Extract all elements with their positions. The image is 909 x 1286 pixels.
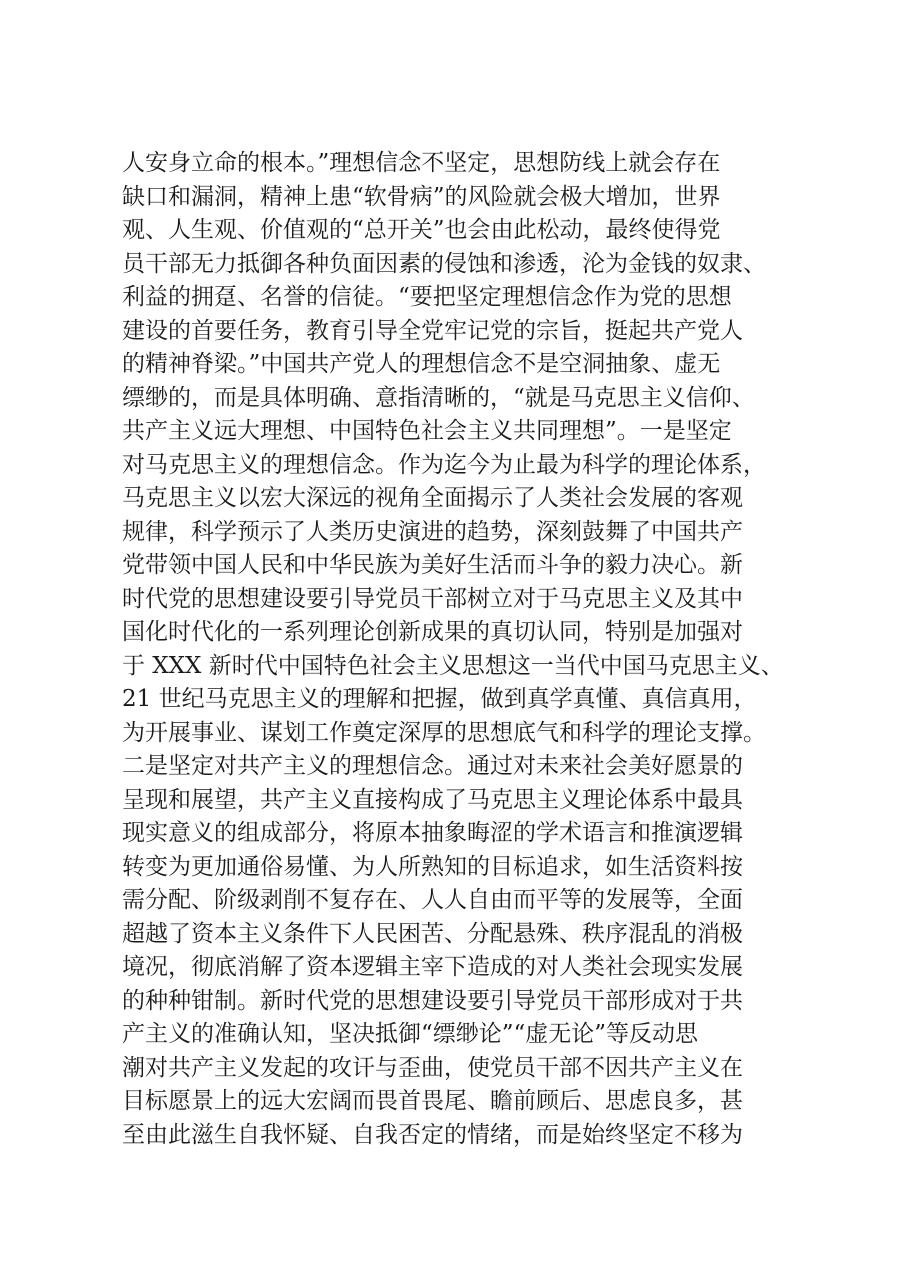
text-line: 的种种钳制。新时代党的思想建设要引导党员干部形成对于共: [122, 987, 743, 1014]
text-line: 建设的首要任务，教育引导全党牢记党的宗旨，挺起共产党人: [122, 317, 743, 344]
text-line: 缥缈的，而是具体明确、意指清晰的，“就是马克思主义信仰、: [122, 384, 755, 411]
text-line: 呈现和展望，共产主义直接构成了马克思主义理论体系中最具: [122, 786, 743, 813]
text-line: 境况，彻底消解了资本逻辑主宰下造成的对人类社会现实发展: [122, 954, 743, 980]
text-line: 缺口和漏洞，精神上患“软骨病”的风险就会极大增加，世界: [122, 183, 721, 210]
text-line: 的精神脊梁。”中国共产党人的理想信念不是空洞抽象、虚无: [122, 351, 721, 377]
text-line: 为开展事业、谋划工作奠定深厚的思想底气和科学的理论支撑。: [122, 719, 766, 746]
text-line: 观、人生观、价值观的“总开关”也会由此松动，最终使得党: [122, 217, 721, 243]
text-line: 转变为更加通俗易懂、为人所熟知的目标追求，如生活资料按: [122, 853, 743, 880]
text-line: 产主义的准确认知，坚决抵御“缥缈论”“虚无论”等反动思: [122, 1021, 699, 1047]
text-line: 潮对共产主义发起的攻讦与歪曲，使党员干部不因共产主义在: [122, 1054, 743, 1081]
text-line: 超越了资本主义条件下人民困苦、分配悬殊、秩序混乱的消极: [122, 920, 743, 947]
text-line: 二是坚定对共产主义的理想信念。通过对未来社会美好愿景的: [122, 753, 743, 779]
text-line: 21 世纪马克思主义的理解和把握，做到真学真懂、真信真用，: [122, 686, 757, 712]
text-line: 马克思主义以宏大深远的视角全面揭示了人类社会发展的客观: [122, 485, 743, 511]
text-line: 国化时代化的一系列理论创新成果的真切认同，特别是加强对: [122, 619, 743, 645]
text-line: 于 XXX 新时代中国特色社会主义思想这一当代中国马克思主义、: [122, 652, 784, 679]
body-text: [122, 147, 802, 1152]
text-line: 规律，科学预示了人类历史演进的趋势，深刻鼓舞了中国共产: [122, 518, 743, 545]
text-line: 对马克思主义的理想信念。作为迄今为止最为科学的理论体系，: [122, 451, 766, 478]
text-line: 利益的拥趸、名誉的信徒。“要把坚定理想信念作为党的思想: [122, 284, 732, 310]
text-line: 现实意义的组成部分，将原本抽象晦涩的学术语言和推演逻辑: [122, 820, 743, 846]
text-line: 人安身立命的根本。”理想信念不坚定，思想防线上就会存在: [122, 150, 721, 176]
text-line: 目标愿景上的远大宏阔而畏首畏尾、瞻前顾后、思虑良多，甚: [122, 1088, 743, 1114]
text-line: 共产主义远大理想、中国特色社会主义共同理想”。一是坚定: [122, 418, 732, 444]
text-line: 员干部无力抵御各种负面因素的侵蚀和渗透，沦为金钱的奴隶、: [122, 250, 766, 277]
text-line: 至由此滋生自我怀疑、自我否定的情绪，而是始终坚定不移为: [122, 1121, 743, 1148]
text-line: 需分配、阶级剥削不复存在、人人自由而平等的发展等，全面: [122, 887, 743, 913]
text-line: 时代党的思想建设要引导党员干部树立对于马克思主义及其中: [122, 585, 743, 612]
text-line: 党带领中国人民和中华民族为美好生活而斗争的毅力决心。新: [122, 552, 743, 578]
